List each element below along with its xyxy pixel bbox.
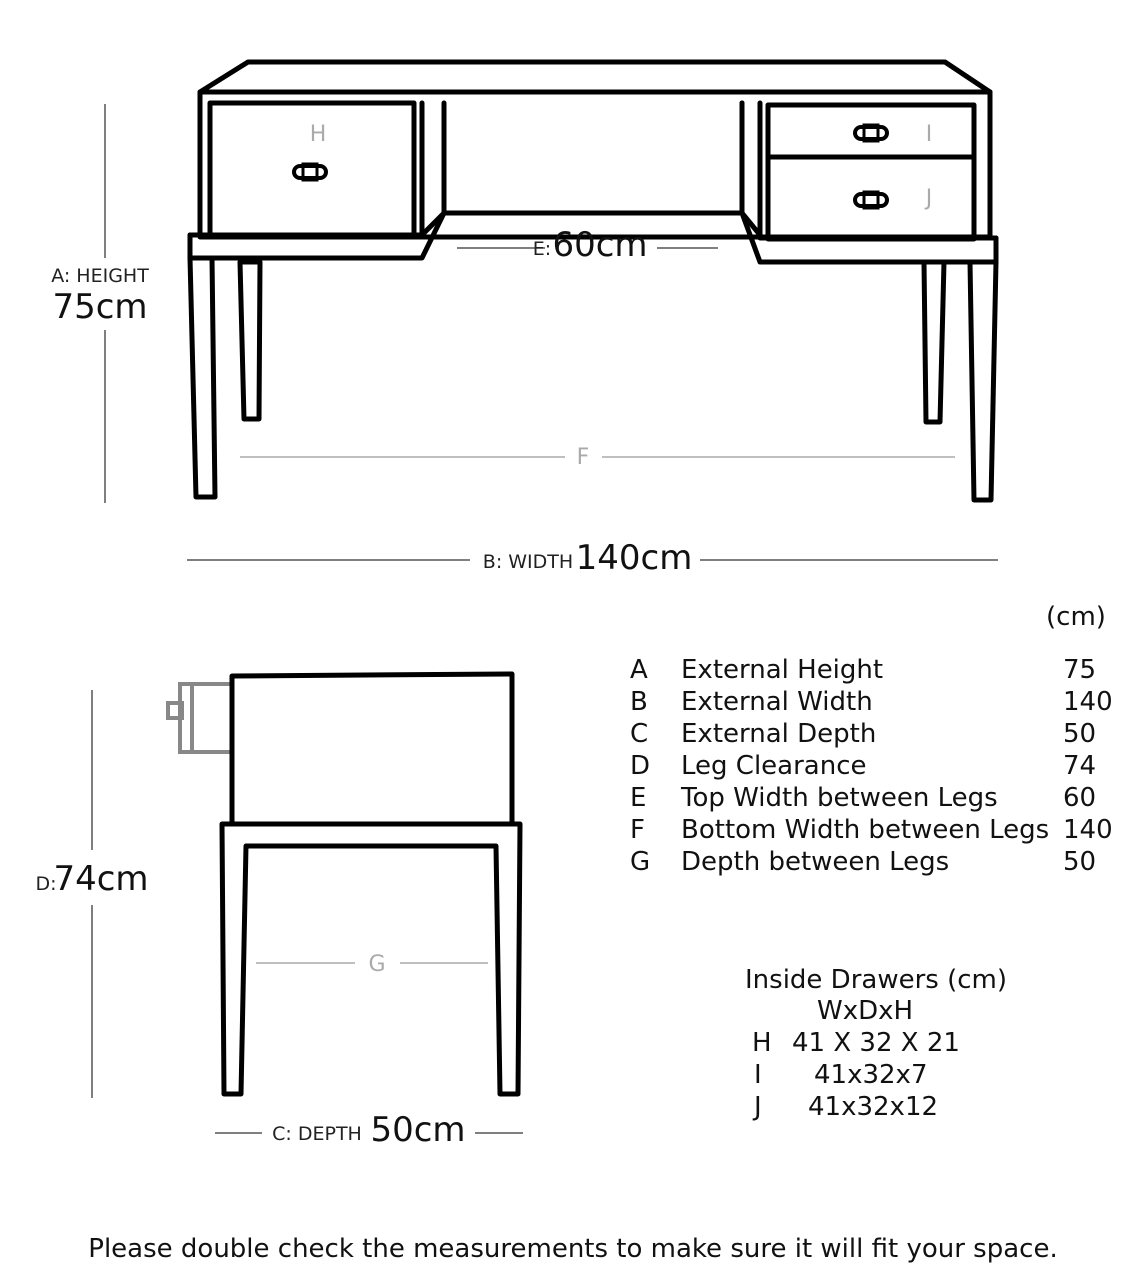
handle-icon	[855, 125, 887, 141]
spec-name: External Height	[681, 655, 884, 685]
spec-name: Depth between Legs	[681, 847, 950, 877]
leg-value: 74cm	[53, 859, 149, 899]
handle-icon	[294, 164, 326, 180]
spec-key: E	[630, 783, 647, 813]
drawer-key: H	[752, 1028, 772, 1058]
knee-space	[422, 103, 742, 235]
side-view-dimensions	[35, 690, 523, 1150]
unit-label: (cm)	[1046, 602, 1106, 632]
spec-key: C	[630, 719, 649, 749]
drawer-i	[768, 105, 974, 157]
drawer-label-h: H	[309, 122, 327, 147]
drawer-label-j: J	[925, 186, 933, 211]
side-view-drawing	[168, 674, 520, 1094]
drawer-key: I	[754, 1060, 762, 1090]
spec-value: 140	[1063, 687, 1113, 717]
top-gap-value: 60cm	[552, 225, 648, 265]
leg-front-left	[190, 258, 215, 497]
bottom-gap-label: F	[576, 445, 590, 470]
leg-label: D:	[35, 873, 57, 895]
depth-value: 50cm	[370, 1110, 466, 1150]
spec-value: 60	[1063, 783, 1097, 813]
drawer-j	[768, 157, 974, 239]
spec-value: 50	[1063, 847, 1097, 877]
depth-gap-label: G	[368, 952, 386, 977]
spec-name: Bottom Width between Legs	[681, 815, 1050, 845]
top-gap-label: E:	[532, 238, 552, 260]
spec-key: G	[630, 847, 651, 877]
spec-key: B	[630, 687, 648, 717]
spec-key: A	[630, 655, 648, 685]
height-value: 75cm	[52, 287, 148, 327]
side-drawer-body	[232, 674, 512, 824]
spec-name: External Depth	[681, 719, 877, 749]
height-label: A: HEIGHT	[51, 265, 149, 287]
spec-name: External Width	[681, 687, 873, 717]
desk-top-surface	[200, 62, 990, 92]
spec-key: F	[630, 815, 645, 845]
spec-value: 140	[1063, 815, 1113, 845]
spec-name: Leg Clearance	[681, 751, 867, 781]
width-label: B: WIDTH	[482, 551, 574, 573]
spec-name: Top Width between Legs	[681, 783, 998, 813]
leg-back-left	[240, 262, 260, 419]
spec-key: D	[630, 751, 651, 781]
footer-note: Please double check the measurements to make sure it will fit your space.	[88, 1234, 1058, 1264]
leg-front-right	[970, 262, 996, 500]
front-view-drawing	[190, 62, 996, 500]
spec-value: 50	[1063, 719, 1097, 749]
drawer-label-i: I	[925, 122, 933, 147]
drawer-key: J	[754, 1092, 762, 1122]
width-value: 140cm	[575, 538, 693, 578]
drawer-size: 41x32x12	[808, 1092, 939, 1122]
handle-icon	[855, 192, 887, 208]
spec-value: 75	[1063, 655, 1097, 685]
spec-value: 74	[1063, 751, 1097, 781]
drawers-subtitle: WxDxH	[817, 996, 914, 1026]
drawer-size: 41x32x7	[814, 1060, 928, 1090]
leg-back-right	[924, 262, 944, 422]
drawers-title: Inside Drawers (cm)	[745, 965, 1007, 995]
drawer-size: 41 X 32 X 21	[792, 1028, 960, 1058]
depth-label: C: DEPTH	[272, 1123, 362, 1145]
